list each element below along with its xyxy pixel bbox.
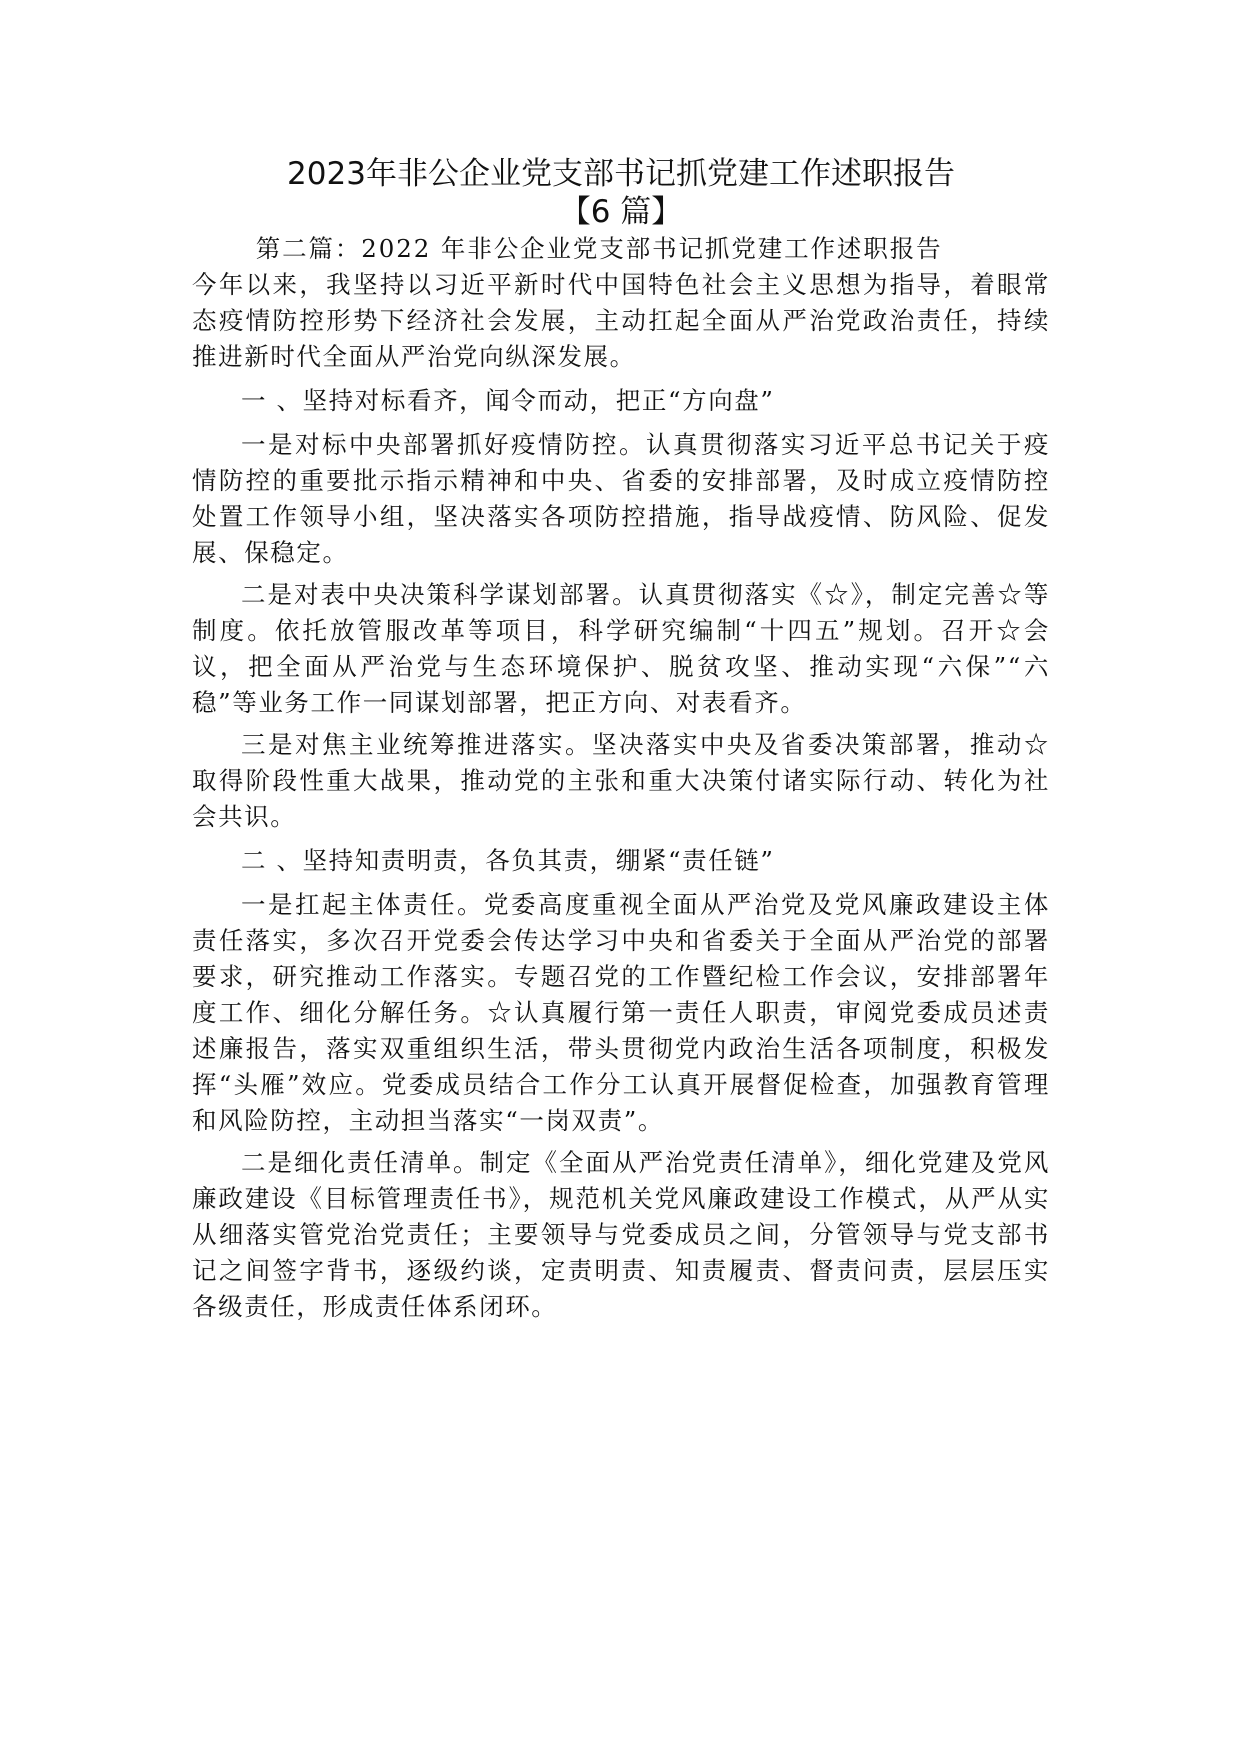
paragraph: 三是对焦主业统筹推进落实。坚决落实中央及省委决策部署，推动☆取得阶段性重大战果，推动党的主张和重大决策付诸实际行动、转化为社会共识。 — [192, 730, 1050, 831]
section-heading-2: 二 、坚持知责明责，各负其责，绷紧“责任链” — [241, 846, 775, 875]
paragraph: 一是对标中央部署抓好疫情防控。认真贯彻落实习近平总书记关于疫情防控的重要批示指示精神和中央、省委的安排部署，及时成立疫情防控处置工作领导小组，坚决落实各项防控措施，指导战疫情、防风险、促发展、保稳定。 — [192, 430, 1050, 567]
document-body — [192, 231, 1050, 1325]
title-line-1: 2023年非公企业党支部书记抓党建工作述职报告 — [287, 156, 955, 192]
paragraph: 一是扛起主体责任。党委高度重视全面从严治党及党风廉政建设主体责任落实，多次召开党委会传达学习中央和省委关于全面从严治党的部署要求，研究推动工作落实。专题召党的工作暨纪检工作会议，安排部署年度工作、细化分解任务。☆认真履行第一责任人职责，审阅党委成员述责述廉报告，落实双重组织生活，带头贯彻党内政治生活各项制度，积极发挥“头雁”效应。党委成员结合工作分工认真开展督促检查，加强教育管理和风险防控，主动担当落实“一岗双责”。 — [192, 890, 1050, 1135]
document-page — [192, 155, 1050, 1325]
intro-paragraph: 今年以来，我坚持以习近平新时代中国特色社会主义思想为指导，着眼常态疫情防控形势下经济社会发展，主动扛起全面从严治党政治责任，持续推进新时代全面从严治党向纵深发展。 — [192, 270, 1050, 371]
paragraph: 二是对表中央决策科学谋划部署。认真贯彻落实《☆》，制定完善☆等制度。依托放管服改革等项目，科学研究编制“十四五”规划。召开☆会议，把全面从严治党与生态环境保护、脱贫攻坚、推动实现“六保”“六稳”等业务工作一同谋划部署，把正方向、对表看齐。 — [192, 580, 1050, 717]
paragraph: 二是细化责任清单。制定《全面从严治党责任清单》，细化党建及党风廉政建设《目标管理责任书》，规范机关党风廉政建设工作模式，从严从实从细落实管党治党责任；主要领导与党委成员之间，分管领导与党支部书记之间签字背书，逐级约谈，定责明责、知责履责、督责问责，层层压实各级责任，形成责任体系闭环。 — [192, 1148, 1050, 1321]
section-title: 第二篇：2022 年非公企业党支部书记抓党建工作述职报告 — [255, 234, 943, 263]
title-line-2: 【6 篇】 — [559, 194, 683, 230]
document-title — [192, 155, 1050, 231]
section-heading-1: 一 、坚持对标看齐，闻令而动，把正“方向盘” — [241, 386, 775, 415]
